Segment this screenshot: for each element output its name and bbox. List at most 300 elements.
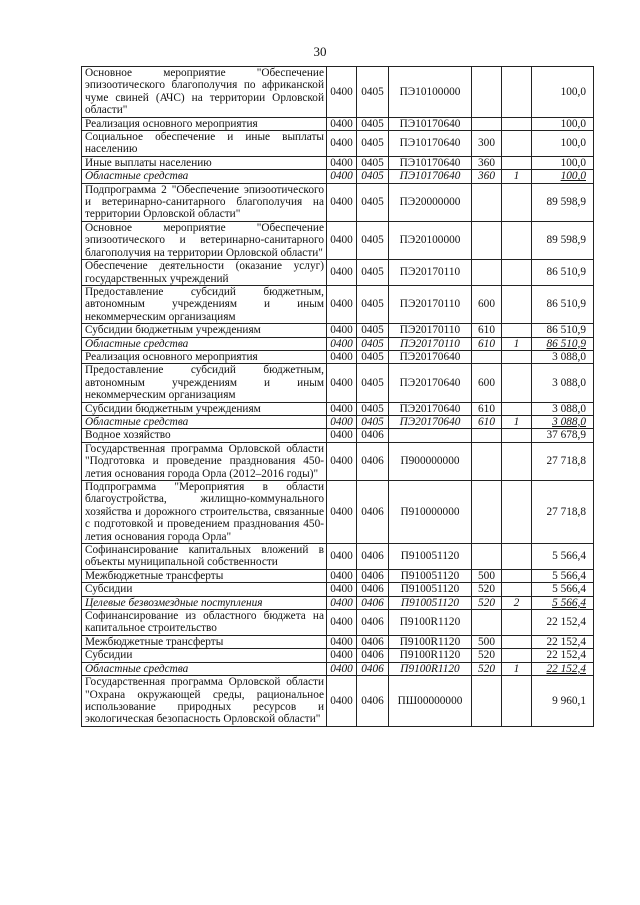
target-article-code: П9100R1120 [399,616,461,629]
row-name-cell [82,67,327,118]
section-code: 0400 [330,85,353,98]
row-name-cell [82,596,327,609]
expense-type-code-cell [472,324,502,337]
row-name: Областные средства [85,337,189,350]
section-code: 0400 [330,376,353,389]
table-row [82,337,594,350]
table-row [82,676,594,727]
target-article-code-cell [389,544,472,570]
target-article-code: ПЭ10170640 [399,117,461,130]
subsection-code: 0406 [361,662,384,675]
subsection-code: 0406 [361,429,384,442]
table-row [82,350,594,363]
target-article-code-cell [389,610,472,636]
amount: 9 960,1 [552,694,586,707]
target-article-code: ПЭ10170640 [399,137,461,150]
section-code: 0400 [330,635,353,648]
table-row [82,429,594,442]
expense-type-code-cell [472,364,502,402]
amount-cell [532,324,594,337]
target-article-code: П9100R1120 [399,649,461,662]
row-name-cell [82,635,327,648]
target-article-code-cell [389,117,472,130]
amount: 3 088,0 [552,415,586,428]
subsection-code-cell [357,170,389,183]
row-name-cell [82,260,327,286]
source-code-cell [502,649,532,662]
source-code-cell [502,156,532,169]
section-code: 0400 [330,402,353,415]
table-row [82,221,594,259]
subsection-code-cell [357,131,389,157]
amount: 5 566,4 [552,550,586,563]
expense-type-code-cell [472,662,502,675]
subsection-code: 0406 [361,635,384,648]
section-code-cell [327,569,357,582]
expense-type-code-cell [472,596,502,609]
row-name-cell [82,131,327,157]
table-row [82,324,594,337]
subsection-code-cell [357,429,389,442]
section-code-cell [327,596,357,609]
amount-cell [532,170,594,183]
amount: 89 598,9 [546,196,586,209]
amount: 100,0 [560,137,586,150]
source-code-cell [502,596,532,609]
target-article-code: П910000000 [400,505,460,518]
subsection-code: 0405 [361,376,384,389]
section-code-cell [327,350,357,363]
amount-cell [532,662,594,675]
amount-cell [532,183,594,221]
table-row [82,364,594,402]
row-name-cell [82,481,327,544]
amount-cell [532,156,594,169]
table-row [82,481,594,544]
amount-cell [532,415,594,428]
amount: 5 566,4 [552,596,586,609]
subsection-code: 0406 [361,694,384,707]
row-name-cell [82,544,327,570]
row-name-cell [82,364,327,402]
amount: 3 088,0 [552,402,586,415]
target-article-code-cell [389,285,472,323]
expense-type-code-cell [472,415,502,428]
row-name-cell [82,402,327,415]
amount-cell [532,429,594,442]
row-name: Государственная программа Орловской области "Охрана окружающей среды, рациональное использование природных ресурсов и экологическая безопасность Орловской области" [85,676,324,726]
subsection-code: 0406 [361,649,384,662]
target-article-code-cell [389,337,472,350]
row-name: Субсидии бюджетным учреждениям [85,402,261,415]
row-name: Водное хозяйство [85,429,171,442]
table-row [82,131,594,157]
subsection-code: 0405 [361,196,384,209]
subsection-code: 0406 [361,596,384,609]
target-article-code: ПЭ20100000 [399,234,461,247]
expense-type-code: 520 [478,649,495,662]
subsection-code: 0405 [361,415,384,428]
amount-cell [532,260,594,286]
expense-type-code: 520 [478,662,495,675]
subsection-code-cell [357,676,389,727]
source-code-cell [502,260,532,286]
source-code-cell [502,364,532,402]
source-code-cell [502,415,532,428]
expense-type-code: 500 [478,635,495,648]
section-code: 0400 [330,350,353,363]
expense-type-code: 600 [478,298,495,311]
amount: 86 510,9 [546,337,586,350]
subsection-code: 0406 [361,616,384,629]
expense-type-code-cell [472,117,502,130]
table-row [82,156,594,169]
amount: 100,0 [560,117,586,130]
expense-type-code: 520 [478,583,495,596]
table-row [82,596,594,609]
expense-type-code-cell [472,569,502,582]
source-code-cell [502,429,532,442]
row-name: Иные выплаты населению [85,156,212,169]
amount: 86 510,9 [546,298,586,311]
amount-cell [532,635,594,648]
amount-cell [532,131,594,157]
subsection-code-cell [357,350,389,363]
row-name-cell [82,676,327,727]
subsection-code: 0405 [361,350,384,363]
section-code-cell [327,402,357,415]
expense-type-code-cell [472,649,502,662]
section-code: 0400 [330,550,353,563]
section-code-cell [327,67,357,118]
target-article-code: ПЭ10170640 [399,170,461,183]
subsection-code-cell [357,156,389,169]
source-code-cell [502,583,532,596]
amount: 100,0 [560,170,586,183]
target-article-code-cell [389,415,472,428]
amount: 89 598,9 [546,234,586,247]
section-code: 0400 [330,170,353,183]
amount: 100,0 [560,156,586,169]
table-row [82,649,594,662]
row-name-cell [82,337,327,350]
amount: 22 152,4 [546,662,586,675]
subsection-code-cell [357,662,389,675]
row-name-cell [82,324,327,337]
expense-type-code: 520 [478,596,495,609]
target-article-code-cell [389,156,472,169]
row-name-cell [82,285,327,323]
row-name: Целевые безвозмездные поступления [85,596,263,609]
target-article-code-cell [389,481,472,544]
subsection-code: 0405 [361,170,384,183]
section-code: 0400 [330,583,353,596]
row-name: Межбюджетные трансферты [85,635,224,648]
expense-type-code-cell [472,183,502,221]
row-name: Предоставление субсидий бюджетным, автономным учреждениям и иным некоммерческим организациям [85,364,324,402]
target-article-code-cell [389,183,472,221]
subsection-code-cell [357,610,389,636]
expense-type-code-cell [472,221,502,259]
amount: 22 152,4 [546,649,586,662]
target-article-code: ПЭ20170640 [399,376,461,389]
expense-type-code-cell [472,67,502,118]
source-code-cell [502,324,532,337]
amount-cell [532,285,594,323]
amount: 5 566,4 [552,569,586,582]
amount-cell [532,676,594,727]
expense-type-code: 610 [478,324,495,337]
section-code-cell [327,117,357,130]
section-code-cell [327,415,357,428]
section-code-cell [327,429,357,442]
section-code: 0400 [330,649,353,662]
section-code-cell [327,649,357,662]
table-row [82,583,594,596]
amount-cell [532,583,594,596]
target-article-code: ПЭ20170640 [399,402,461,415]
amount-cell [532,649,594,662]
table-row [82,170,594,183]
source-code: 2 [513,596,520,609]
source-code-cell [502,402,532,415]
source-code-cell [502,170,532,183]
target-article-code-cell [389,67,472,118]
subsection-code-cell [357,415,389,428]
target-article-code-cell [389,402,472,415]
source-code-cell [502,635,532,648]
subsection-code: 0405 [361,137,384,150]
subsection-code-cell [357,481,389,544]
expense-type-code-cell [472,170,502,183]
row-name: Основное мероприятие "Обеспечение эпизоотического и ветеринарно-санитарного благополучия на территории Орловской области" [85,221,324,259]
table-row [82,442,594,480]
subsection-code-cell [357,324,389,337]
source-code-cell [502,481,532,544]
subsection-code-cell [357,285,389,323]
section-code: 0400 [330,117,353,130]
section-code-cell [327,260,357,286]
row-name: Основное мероприятие "Обеспечение эпизоотического благополучия по африканской чуме свиней (АЧС) на территории Орловской области" [85,67,324,117]
source-code: 1 [513,662,520,675]
amount: 86 510,9 [546,266,586,279]
row-name: Государственная программа Орловской области "Подготовка и проведение празднования 450-летия основания города Орла (2012–2016 годы)" [85,442,324,480]
section-code-cell [327,635,357,648]
row-name-cell [82,569,327,582]
amount-cell [532,610,594,636]
section-code: 0400 [330,429,353,442]
section-code-cell [327,583,357,596]
target-article-code-cell [389,676,472,727]
amount-cell [532,442,594,480]
source-code-cell [502,544,532,570]
expense-type-code-cell [472,260,502,286]
target-article-code: ПЭ20170110 [399,324,461,337]
amount: 22 152,4 [546,635,586,648]
section-code: 0400 [330,596,353,609]
section-code: 0400 [330,505,353,518]
source-code-cell [502,676,532,727]
row-name: Субсидии [85,583,133,596]
section-code-cell [327,610,357,636]
table-row [82,610,594,636]
table-row [82,183,594,221]
source-code-cell [502,662,532,675]
page-number: 30 [313,44,327,59]
target-article-code: ПЭ20170640 [399,415,461,428]
amount-cell [532,569,594,582]
section-code: 0400 [330,337,353,350]
section-code-cell [327,544,357,570]
section-code-cell [327,131,357,157]
expense-type-code: 360 [478,170,495,183]
subsection-code: 0406 [361,455,384,468]
amount-cell [532,67,594,118]
section-code-cell [327,221,357,259]
section-code: 0400 [330,569,353,582]
subsection-code: 0405 [361,156,384,169]
amount-cell [532,337,594,350]
section-code: 0400 [330,415,353,428]
target-article-code: ПЭ10170640 [399,156,461,169]
subsection-code-cell [357,649,389,662]
section-code: 0400 [330,156,353,169]
subsection-code: 0406 [361,583,384,596]
subsection-code-cell [357,442,389,480]
source-code-cell [502,337,532,350]
row-name-cell [82,662,327,675]
target-article-code-cell [389,596,472,609]
subsection-code: 0406 [361,505,384,518]
section-code-cell [327,481,357,544]
section-code-cell [327,337,357,350]
subsection-code-cell [357,67,389,118]
table-row [82,402,594,415]
row-name-cell [82,170,327,183]
source-code-cell [502,442,532,480]
row-name-cell [82,415,327,428]
amount-cell [532,596,594,609]
target-article-code: П910051120 [400,596,460,609]
row-name: Субсидии бюджетным учреждениям [85,324,261,337]
source-code: 1 [513,337,520,350]
subsection-code-cell [357,583,389,596]
expense-type-code: 360 [478,156,495,169]
row-name-cell [82,583,327,596]
row-name: Подпрограмма 2 "Обеспечение эпизоотического и ветеринарно-санитарного благополучия на территории Орловской области" [85,183,324,221]
source-code-cell [502,221,532,259]
subsection-code: 0405 [361,266,384,279]
table-row [82,662,594,675]
expense-type-code-cell [472,337,502,350]
target-article-code-cell [389,649,472,662]
budget-table [81,66,594,727]
expense-type-code: 600 [478,376,495,389]
section-code-cell [327,285,357,323]
row-name-cell [82,221,327,259]
subsection-code-cell [357,569,389,582]
section-code: 0400 [330,616,353,629]
source-code-cell [502,131,532,157]
source-code-cell [502,183,532,221]
amount-cell [532,364,594,402]
target-article-code: П9100R1120 [400,662,460,675]
row-name: Субсидии [85,649,133,662]
subsection-code: 0406 [361,550,384,563]
amount-cell [532,544,594,570]
source-code-cell [502,67,532,118]
amount: 5 566,4 [552,583,586,596]
subsection-code-cell [357,635,389,648]
subsection-code: 0405 [361,337,384,350]
amount: 22 152,4 [546,616,586,629]
section-code: 0400 [330,137,353,150]
table-row [82,285,594,323]
target-article-code-cell [389,364,472,402]
expense-type-code-cell [472,481,502,544]
subsection-code: 0405 [361,324,384,337]
subsection-code-cell [357,117,389,130]
target-article-code: П910051120 [400,583,460,596]
target-article-code: П910051120 [400,550,460,563]
row-name-cell [82,610,327,636]
amount-cell [532,117,594,130]
section-code: 0400 [330,266,353,279]
subsection-code: 0405 [361,234,384,247]
amount: 100,0 [560,85,586,98]
subsection-code-cell [357,544,389,570]
target-article-code: ПЭ20170110 [399,298,461,311]
expense-type-code-cell [472,402,502,415]
budget-table-body [82,67,594,727]
subsection-code: 0405 [361,117,384,130]
expense-type-code-cell [472,610,502,636]
target-article-code-cell [389,221,472,259]
expense-type-code: 610 [478,402,495,415]
section-code-cell [327,662,357,675]
section-code-cell [327,170,357,183]
target-article-code-cell [389,442,472,480]
target-article-code-cell [389,429,472,442]
expense-type-code-cell [472,583,502,596]
subsection-code-cell [357,183,389,221]
target-article-code-cell [389,662,472,675]
subsection-code: 0406 [361,569,384,582]
target-article-code-cell [389,170,472,183]
subsection-code: 0405 [361,85,384,98]
table-row [82,117,594,130]
row-name: Областные средства [85,415,189,428]
amount-cell [532,221,594,259]
section-code: 0400 [330,662,353,675]
amount: 37 678,9 [546,429,586,442]
source-code-cell [502,569,532,582]
row-name-cell [82,442,327,480]
subsection-code-cell [357,221,389,259]
row-name: Межбюджетные трансферты [85,569,224,582]
expense-type-code: 500 [478,569,495,582]
section-code-cell [327,676,357,727]
section-code-cell [327,364,357,402]
row-name-cell [82,649,327,662]
row-name: Реализация основного мероприятия [85,117,258,130]
target-article-code: П910051120 [400,569,460,582]
row-name: Социальное обеспечение и иные выплаты населению [85,131,324,156]
section-code: 0400 [330,234,353,247]
expense-type-code-cell [472,350,502,363]
target-article-code-cell [389,131,472,157]
target-article-code: ПЭ10100000 [399,85,461,98]
